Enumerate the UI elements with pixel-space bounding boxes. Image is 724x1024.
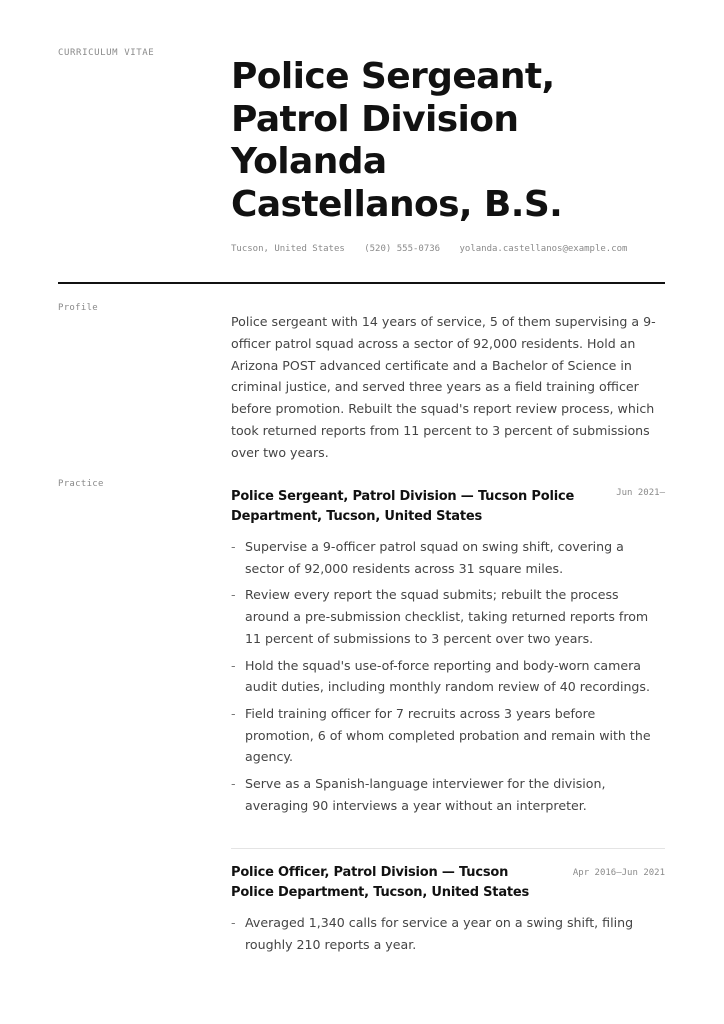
list-item: - Review every report the squad submits; rebuilt the process around a pre-submission checklist, taking returned reports from 11 percent of submissions to 3 percent over two years. xyxy=(231,584,665,649)
job-divider xyxy=(231,848,665,849)
list-item: - Serve as a Spanish-language interviewer for the division, averaging 90 interviews a year without an interpreter. xyxy=(231,773,665,816)
job-title: Police Sergeant, Patrol Division — Tucson Police Department, Tucson, United States xyxy=(231,489,575,524)
job-bullets xyxy=(231,912,665,955)
title-line: Yolanda xyxy=(231,141,387,182)
title-line: Police Sergeant, xyxy=(231,56,555,97)
job-header xyxy=(231,863,665,902)
profile-label: Profile xyxy=(58,303,99,313)
profile-text: Police sergeant with 14 years of service, 5 of them supervising a 9-officer patrol squad across a sector of 92,000 residents. Hold an Arizona POST advanced certificate and a Bachelor of Science in criminal justice, and served three years as a field training officer before promotion. Rebuilt the squad's report review process, which took returned reports from 11 percent to 3 percent of submissions over two years. xyxy=(231,314,656,460)
job-entry xyxy=(231,487,665,821)
list-item: - Averaged 1,340 calls for service a year on a swing shift, filing roughly 210 reports a year. xyxy=(231,912,665,955)
list-item: - Field training officer for 7 recruits across 3 years before promotion, 6 of whom completed probation and remain with the agency. xyxy=(231,703,665,768)
list-item: - Supervise a 9-officer patrol squad on swing shift, covering a sector of 92,000 residents across 31 square miles. xyxy=(231,536,665,579)
document-eyebrow: CURRICULUM VITAE xyxy=(58,48,155,58)
job-dates: Apr 2016–Jun 2021 xyxy=(572,868,665,878)
job-bullets xyxy=(231,536,665,816)
contact-line xyxy=(231,244,641,254)
contact-email: yolanda.castellanos@example.com xyxy=(459,244,628,254)
list-item: - Hold the squad's use-of-force reporting and body-worn camera audit duties, including monthly random review of 40 recordings. xyxy=(231,655,665,698)
header-divider xyxy=(58,282,665,284)
practice-label: Practice xyxy=(58,479,104,489)
document-title xyxy=(231,56,691,226)
title-line: Castellanos, B.S. xyxy=(231,183,563,225)
title-line: Patrol Division xyxy=(231,98,519,140)
contact-location: Tucson, United States xyxy=(231,244,345,254)
contact-phone: (520) 555-0736 xyxy=(364,244,441,254)
job-header xyxy=(231,487,665,526)
job-dates: Jun 2021– xyxy=(616,488,665,498)
job-title: Police Officer, Patrol Division — Tucson Police Department, Tucson, United States xyxy=(231,865,530,900)
job-entry xyxy=(231,863,665,960)
